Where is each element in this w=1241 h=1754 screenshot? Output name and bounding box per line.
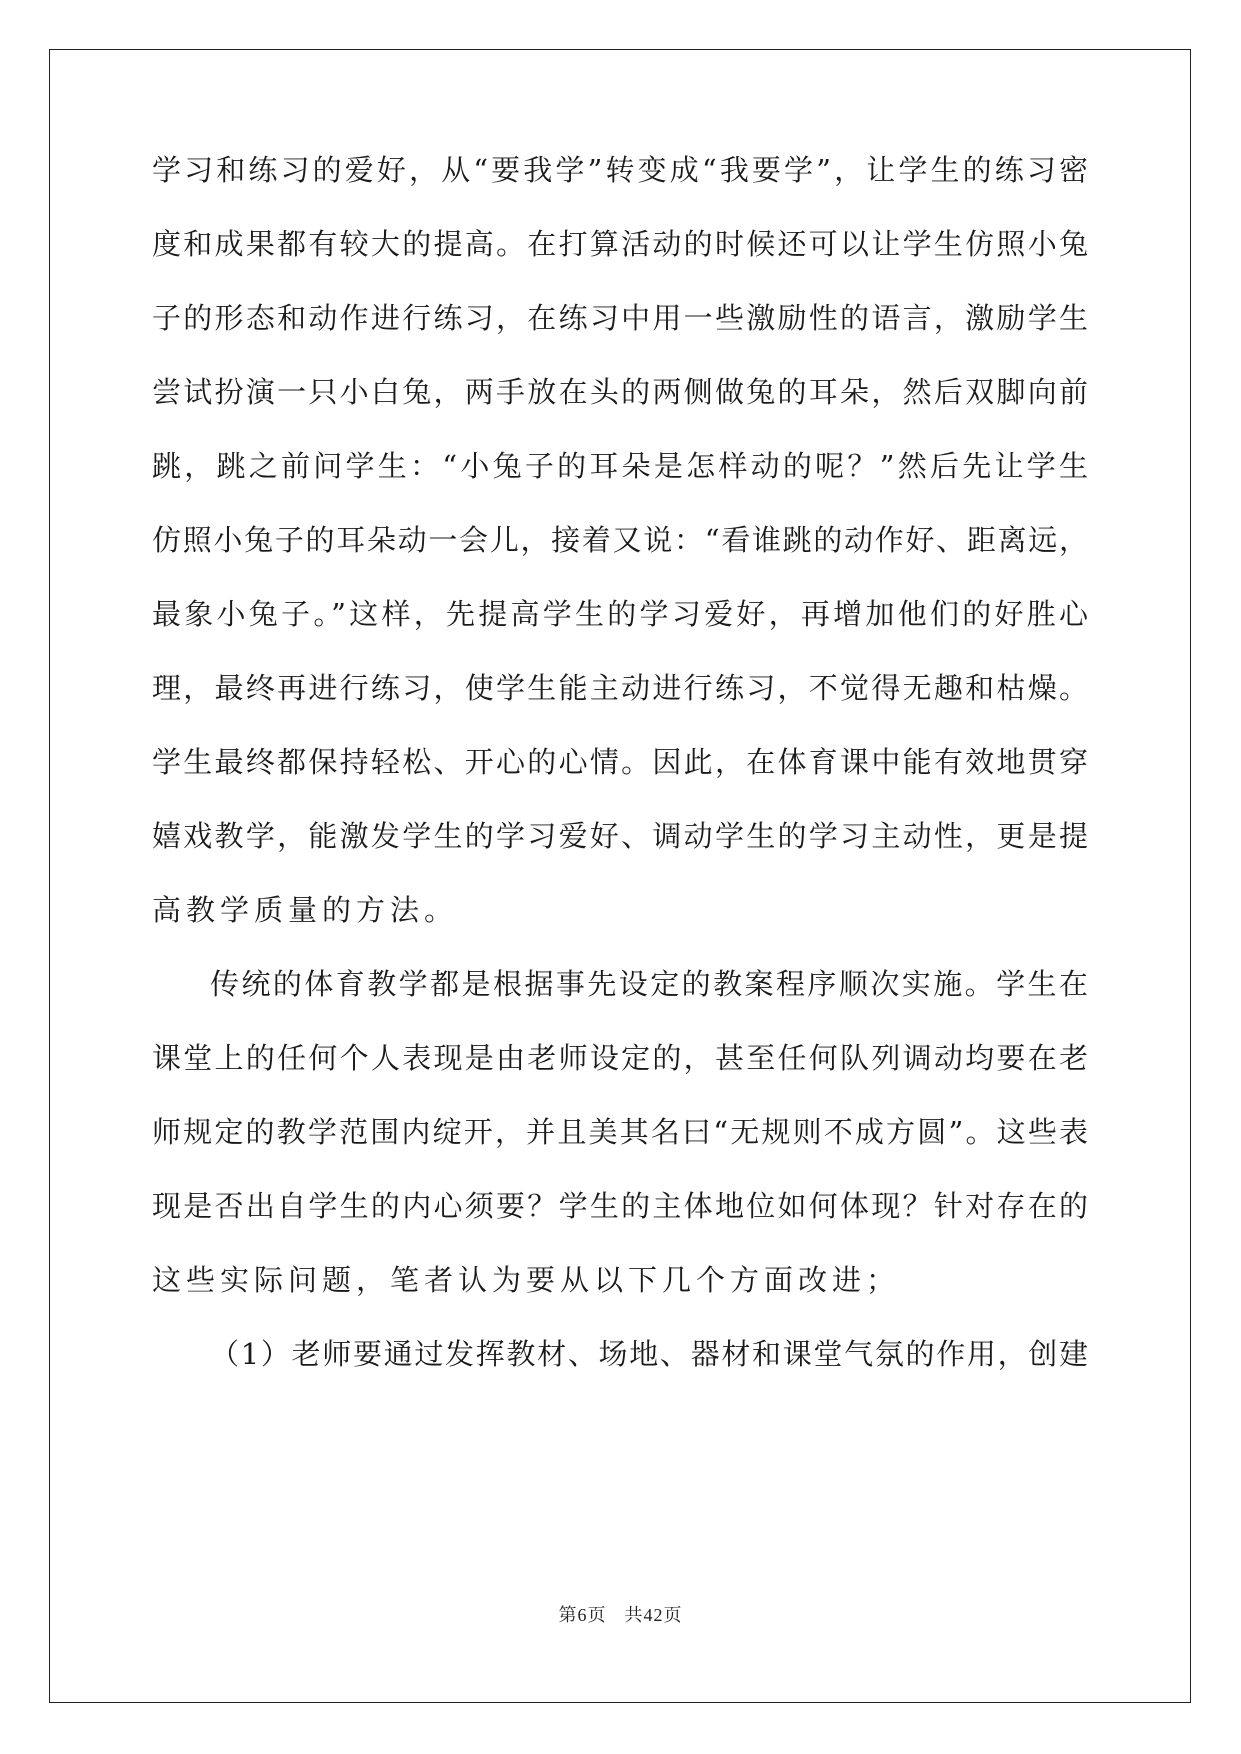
text-line: 度和成果都有较大的提高。在打算活动的时候还可以让学生仿照小兔 [152, 227, 1088, 261]
text-line: 子的形态和动作进行练习，在练习中用一些激励性的语言，激励学生 [152, 301, 1088, 335]
page-footer [0, 1603, 1241, 1627]
text-line: 课堂上的任何个人表现是由老师设定的，甚至任何队列调动均要在老 [152, 1041, 1088, 1075]
text-line: 嬉戏教学，能激发学生的学习爱好、调动学生的学习主动性，更是提 [152, 819, 1088, 853]
text-line: 理，最终再进行练习，使学生能主动进行练习，不觉得无趣和枯燥。 [152, 671, 1088, 705]
text-line: 高教学质量的方法。 [152, 893, 459, 927]
text-line: 师规定的教学范围内绽开，并且美其名曰“无规则不成方圆”。这些表 [152, 1115, 1088, 1149]
total-pages: 共42页 [624, 1605, 683, 1625]
paragraph-first-line: 传统的体育教学都是根据事先设定的教案程序顺次实施。学生在 [210, 967, 1088, 1001]
page-number: 第6页 [558, 1605, 607, 1625]
list-item-line: （1）老师要通过发挥教材、场地、器材和课堂气氛的作用，创建 [210, 1337, 1088, 1371]
text-line: 学习和练习的爱好，从“要我学”转变成“我要学”，让学生的练习密 [152, 153, 1088, 187]
text-line: 这些实际问题，笔者认为要从以下几个方面改进； [152, 1263, 901, 1297]
text-line: 尝试扮演一只小白兔，两手放在头的两侧做兔的耳朵，然后双脚向前 [152, 375, 1088, 409]
text-line: 最象小兔子。”这样，先提高学生的学习爱好，再增加他们的好胜心 [152, 597, 1088, 631]
text-line: 现是否出自学生的内心须要？学生的主体地位如何体现？针对存在的 [152, 1189, 1088, 1223]
text-line: 学生最终都保持轻松、开心的心情。因此，在体育课中能有效地贯穿 [152, 745, 1088, 779]
text-line: 仿照小兔子的耳朵动一会儿，接着又说：“看谁跳的动作好、距离远， [152, 523, 1088, 557]
text-line: 跳，跳之前问学生：“小兔子的耳朵是怎样动的呢？”然后先让学生 [152, 449, 1088, 483]
